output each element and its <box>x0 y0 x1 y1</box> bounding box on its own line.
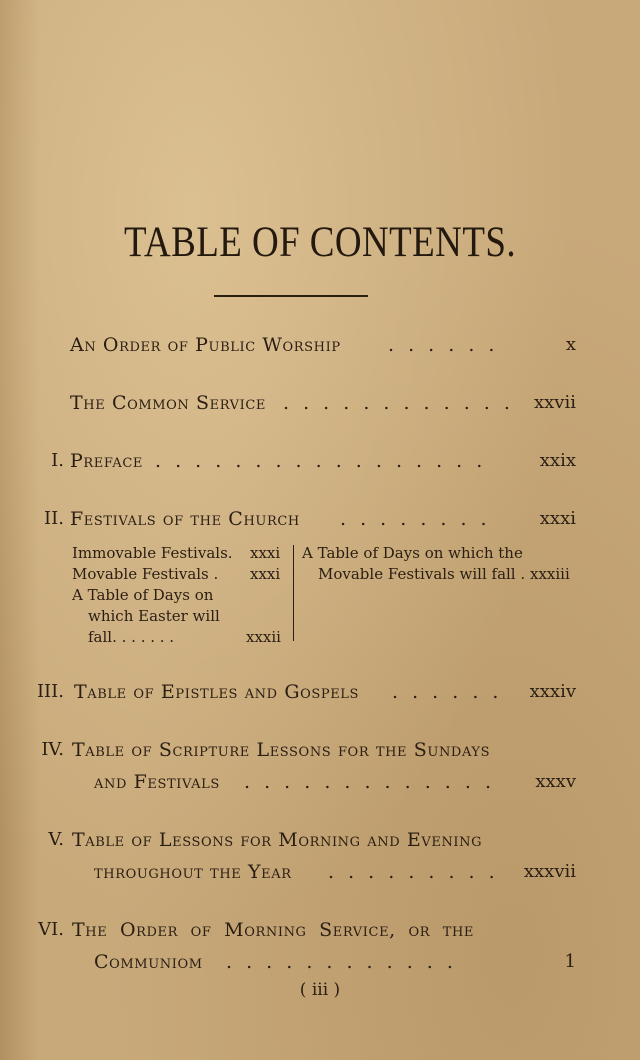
page-title: TABLE OF CONTENTS. <box>123 219 517 266</box>
toc-entry-label: Festivals of the Church <box>70 508 300 530</box>
toc-leader-dots: . . . . . . <box>388 334 499 356</box>
toc-page-number: xxxv <box>535 771 576 792</box>
subentry-left-text: Movable Festivals . <box>72 565 219 583</box>
toc-page-number: xxxvii <box>523 861 576 882</box>
subentry-right-text: A Table of Days on which the <box>302 544 523 562</box>
subentry-left-page: xxxi <box>250 565 281 583</box>
subentry-right-text: Movable Festivals will fall . <box>318 565 526 583</box>
subentry-left-text: fall. . . . . . . <box>88 628 175 646</box>
title-rule <box>214 295 368 297</box>
toc-leader-dots: . . . . . . . . . . . . . <box>244 771 495 793</box>
column-divider <box>293 545 294 641</box>
toc-leader-dots: . . . . . . . . <box>340 508 491 530</box>
toc-page-number: xxxiv <box>529 681 576 702</box>
toc-entry-label: Table of Scripture Lessons for the Sundays <box>72 739 491 761</box>
toc-entry <box>0 508 640 538</box>
toc-entry-label-cont: and Festivals <box>94 771 220 793</box>
toc-entry-label-cont: Communiom <box>94 951 203 973</box>
toc-page-number: xxxi <box>539 508 576 529</box>
subentry-left-page: xxxii <box>246 628 281 646</box>
subentry-left-text: A Table of Days on <box>72 586 214 604</box>
toc-entry <box>0 919 640 949</box>
toc-entry <box>0 450 640 480</box>
toc-entry <box>0 681 640 711</box>
toc-leader-dots: . . . . . . . . . . . . <box>283 392 514 414</box>
toc-entry-numeral: IV. <box>41 739 64 760</box>
toc-entry-numeral: VI. <box>38 919 64 940</box>
subentry-right-page: xxxiii <box>530 565 570 583</box>
toc-entry-label: Table of Epistles and Gospels <box>74 681 360 703</box>
toc-page-number: 1 <box>564 951 576 972</box>
toc-entry-continuation <box>0 861 640 891</box>
toc-entry <box>0 334 640 364</box>
toc-entry-numeral: V. <box>48 829 64 850</box>
toc-entry-numeral: II. <box>44 508 64 529</box>
toc-entry <box>0 392 640 422</box>
toc-entry-label: The Order of Morning Service, or the <box>72 919 475 941</box>
page-folio: ( iii ) <box>299 980 341 1000</box>
toc-leader-dots: . . . . . . <box>392 681 503 703</box>
toc-entry-label: Table of Lessons for Morning and Evening <box>72 829 483 851</box>
toc-entry <box>0 829 640 859</box>
subentry-left-text: Immovable Festivals. <box>72 544 233 562</box>
toc-entry-label: The Common Service <box>70 392 267 414</box>
toc-entry-label: Preface <box>70 450 143 472</box>
toc-entry <box>0 739 640 769</box>
toc-entry-continuation <box>0 951 640 981</box>
toc-page-number: xxix <box>539 450 576 471</box>
toc-leader-dots: . . . . . . . . . . . . . . . . . <box>155 450 487 472</box>
toc-entry-continuation <box>0 771 640 801</box>
toc-entry-numeral: III. <box>36 681 64 702</box>
toc-page-number: xxvii <box>534 392 576 413</box>
subentry-left-page: xxxi <box>250 544 281 562</box>
toc-leader-dots: . . . . . . . . . . . . <box>226 951 457 973</box>
toc-entry-label-cont: throughout the Year <box>94 861 292 883</box>
toc-leader-dots: . . . . . . . . . <box>328 861 499 883</box>
toc-page-number: x <box>565 334 576 355</box>
subentry-left-text: which Easter will <box>88 607 220 625</box>
toc-entry-numeral: I. <box>51 450 64 471</box>
toc-entry-label: An Order of Public Worship <box>70 334 341 356</box>
